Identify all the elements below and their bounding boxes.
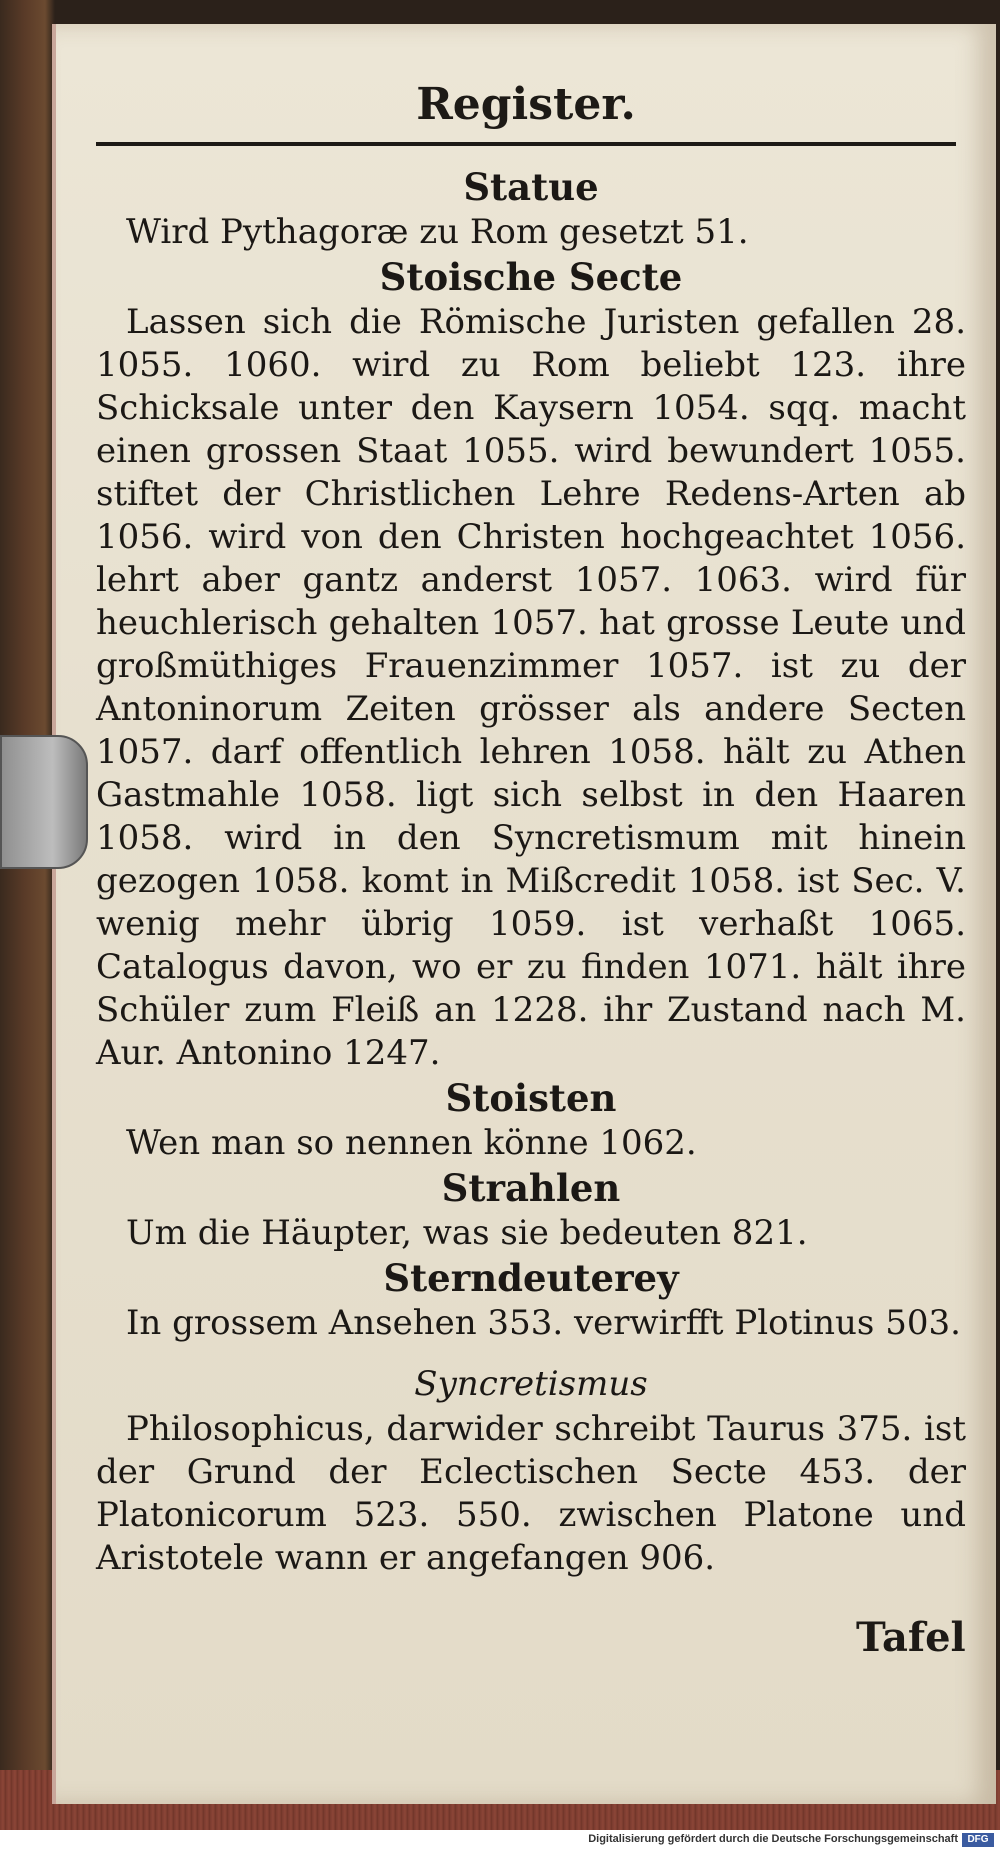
entry-text-strahlen: Um die Häupter, was sie bedeuten 821. [126, 1213, 808, 1253]
register-content [96, 164, 966, 1580]
entry-heading-sterndeuterey: Sterndeuterey [383, 1256, 679, 1300]
entry-heading-strahlen: Strahlen [441, 1166, 621, 1210]
page-clip [0, 735, 88, 869]
dfg-logo: DFG [962, 1833, 994, 1847]
entry-heading-stoisten: Stoisten [445, 1076, 617, 1120]
entry-text-statue: Wird Pythagoræ zu Rom gesetzt 51. [126, 212, 749, 252]
entry-heading-statue: Statue [463, 165, 599, 209]
footer-bar [0, 1830, 1000, 1851]
header-rule [96, 142, 956, 146]
page-header: Register. [416, 79, 636, 130]
book-page [52, 24, 996, 1804]
entry-heading-syncretismus: Syncretismus [414, 1364, 648, 1404]
footer-credit: Digitalisierung gefördert durch die Deutsche Forschungsgemeinschaft [588, 1833, 958, 1845]
entry-text-syncretismus: Philosophicus, darwider schreibt Taurus 375. ist der Grund der Eclectischen Secte 453. der Platonicorum 523. 550. zwischen Platone und Aristotele wann er angefangen 906. [96, 1409, 966, 1578]
entry-text-sterndeuterey: In grossem Ansehen 353. verwirfft Plotinus 503. [126, 1303, 961, 1343]
entry-text-stoische-secte: Lassen sich die Römische Juristen gefallen 28. 1055. 1060. wird zu Rom beliebt 123. ihre Schicksale unter den Kaysern 1054. sqq. macht einen grossen Staat 1055. wird bewundert 1055. stiftet der Christlichen Lehre Redens-Arten ab 1056. wird von den Christen hochgeachtet 1056. lehrt aber gantz anderst 1057. 1063. wird für heuchlerisch gehalten 1057. hat grosse Leute und großmüthiges Frauenzimmer 1057. ist zu der Antoninorum Zeiten grösser als andere Secten 1057. darf offentlich lehren 1058. hält zu Athen Gastmahle 1058. ligt sich selbst in den Haaren 1058. wird in den Syncretismum mit hinein gezogen 1058. komt in Mißcredit 1058. ist Sec. V. wenig mehr übrig 1059. ist verhaßt 1065. Catalogus davon, wo er zu finden 1071. hält ihre Schüler zum Fleiß an 1228. ihr Zustand nach M. Aur. Antonino 1247. [96, 302, 966, 1073]
catchword: Tafel [856, 1614, 966, 1661]
entry-heading-stoische-secte: Stoische Secte [379, 255, 683, 299]
entry-text-stoisten: Wen man so nennen könne 1062. [126, 1123, 697, 1163]
